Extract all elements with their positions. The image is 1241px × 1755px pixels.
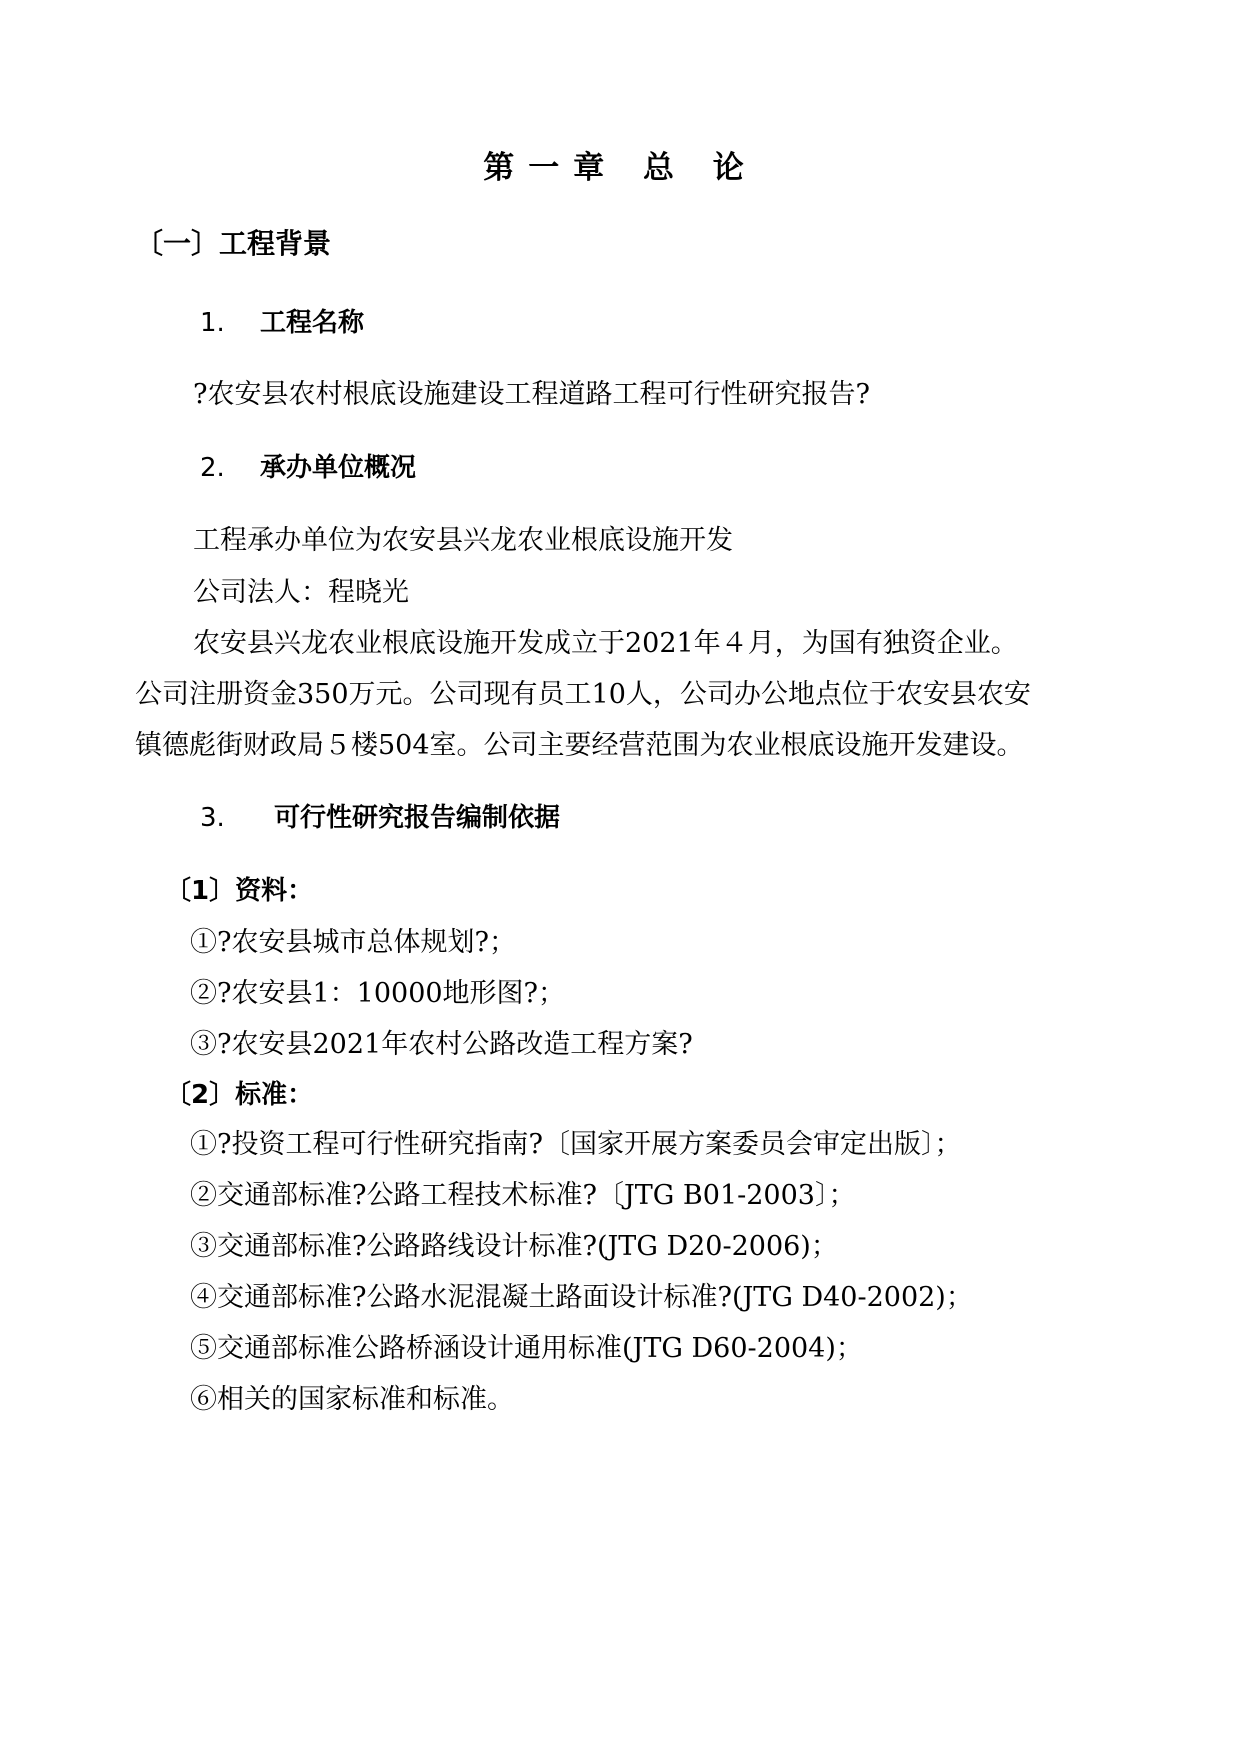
standards-list-item: ⑤交通部标准公路桥涵设计通用标准(JTG D60-2004)； xyxy=(190,1333,863,1364)
chapter-title: 第一章 总 论 xyxy=(483,150,758,186)
company-paragraph-line: 农安县兴龙农业根底设施开发成立于2021年４月，为国有独资企业。 xyxy=(193,628,1018,659)
item-number: 2. xyxy=(200,453,225,483)
item-heading-project-name xyxy=(200,305,364,341)
item-heading-label: 工程名称 xyxy=(260,308,365,338)
standards-list-item: ③交通部标准?公路路线设计标准?(JTG D20-2006)； xyxy=(190,1231,838,1262)
item-heading-organizer-overview xyxy=(200,450,416,486)
item-heading-compilation-basis xyxy=(200,800,560,836)
company-paragraph-line: 镇德彪街财政局５楼504室。公司主要经营范围为农业根底设施开发建设。 xyxy=(135,730,1024,761)
item-heading-label: 可行性研究报告编制依据 xyxy=(274,803,561,833)
item-number: 3. xyxy=(200,803,225,833)
sub-heading-standards: 〔2〕标准： xyxy=(165,1080,314,1110)
section-heading-project-background: 〔一〕工程背景 xyxy=(135,227,332,260)
materials-list-item: ②?农安县1：10000地形图?； xyxy=(190,978,566,1009)
item-number: 1. xyxy=(200,308,225,338)
legal-person-line: 公司法人：程晓光 xyxy=(193,577,409,608)
project-name-text: ?农安县农村根底设施建设工程道路工程可行性研究报告? xyxy=(193,379,870,410)
standards-list-item: ①?投资工程可行性研究指南?〔国家开展方案委员会审定出版〕； xyxy=(190,1129,962,1160)
item-heading-label: 承办单位概况 xyxy=(260,453,417,483)
organizer-line: 工程承办单位为农安县兴龙农业根底设施开发 xyxy=(193,525,733,556)
company-paragraph-line: 公司注册资金350万元。公司现有员工10人，公司办公地点位于农安县农安 xyxy=(135,679,1031,710)
materials-list-item: ①?农安县城市总体规划?； xyxy=(190,927,516,958)
sub-heading-materials: 〔1〕资料： xyxy=(165,876,314,906)
standards-list-item: ⑥相关的国家标准和标准。 xyxy=(190,1384,514,1415)
standards-list-item: ④交通部标准?公路水泥混凝土路面设计标准?(JTG D40-2002)； xyxy=(190,1282,973,1313)
materials-list-item: ③?农安县2021年农村公路改造工程方案? xyxy=(190,1029,693,1060)
standards-list-item: ②交通部标准?公路工程技术标准?〔JTG B01-2003〕； xyxy=(190,1180,856,1211)
